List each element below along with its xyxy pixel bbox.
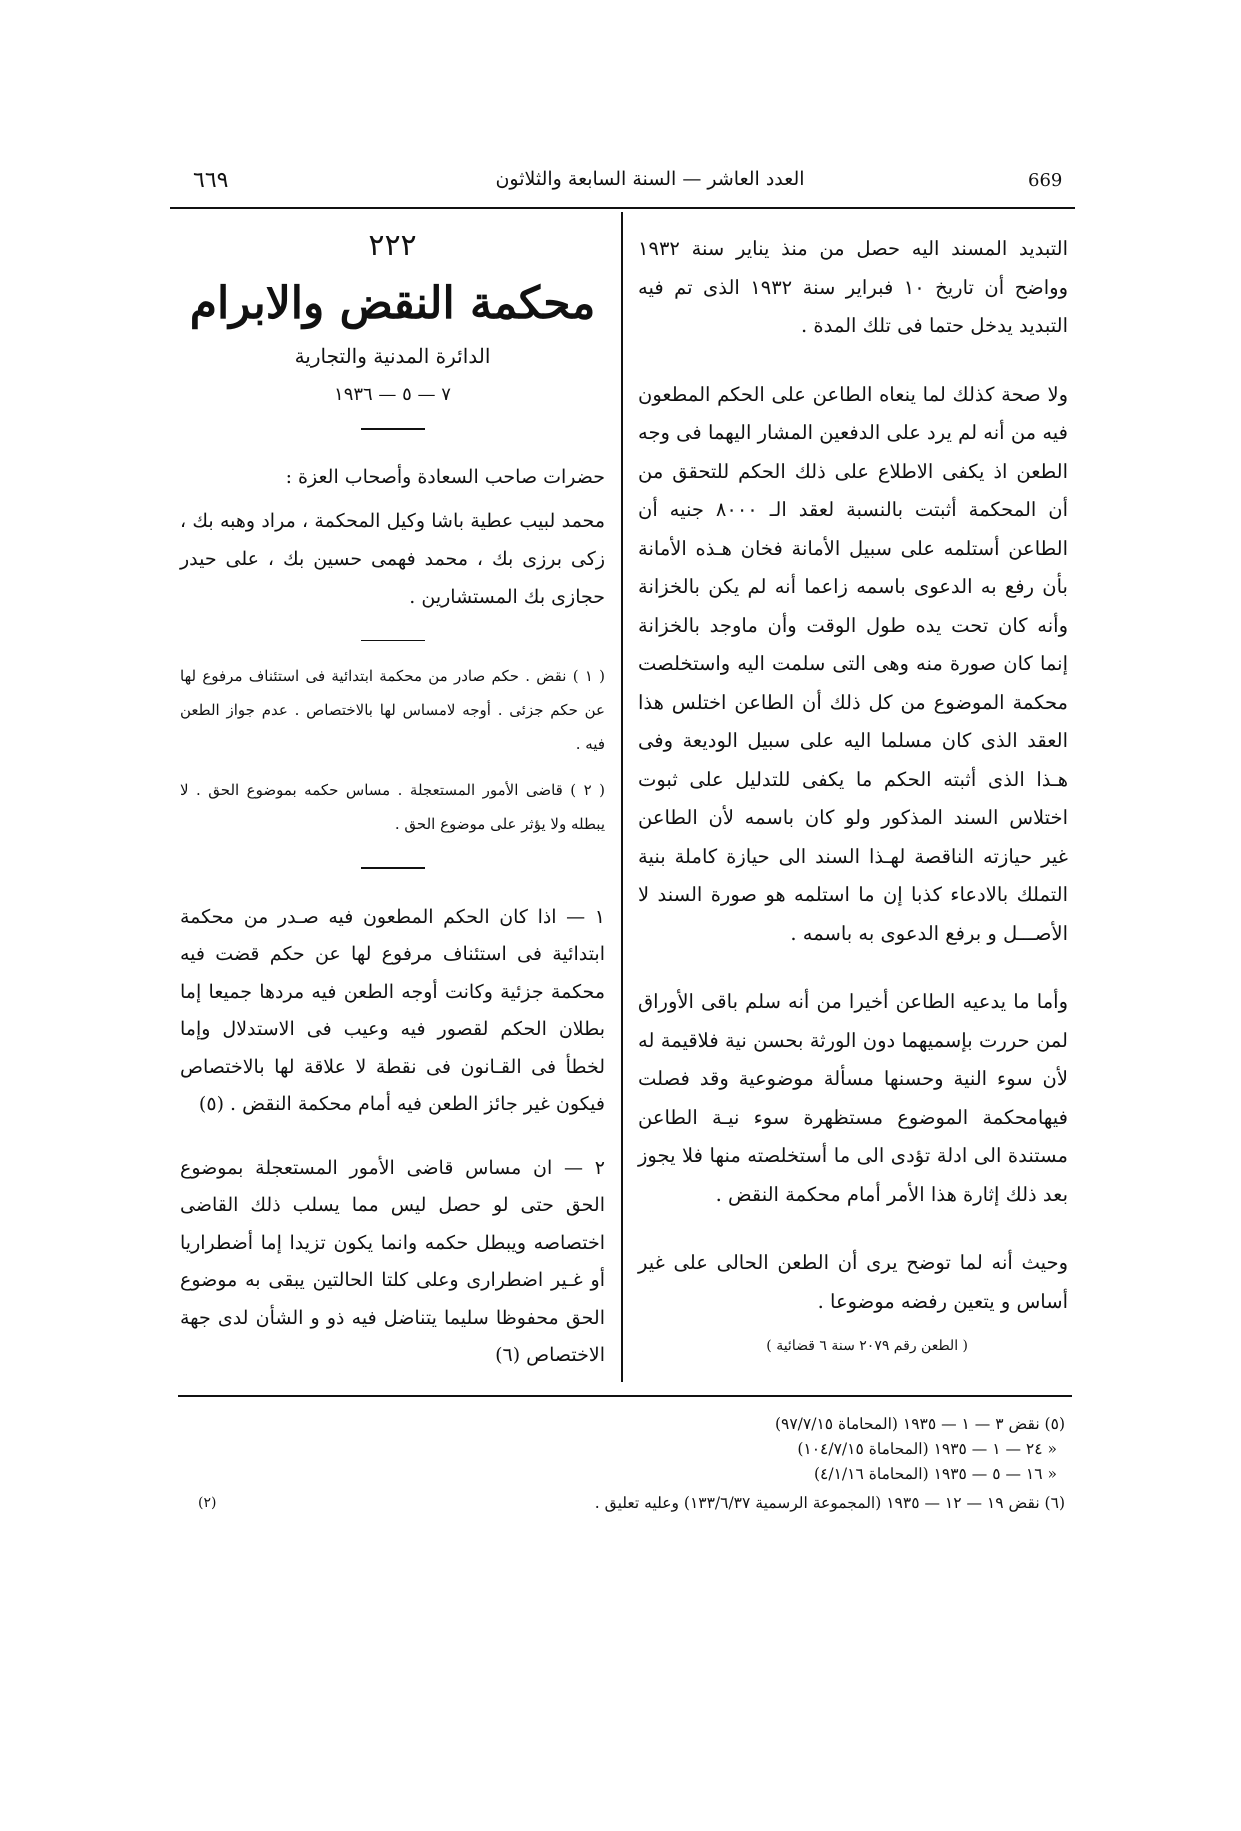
footnote: « ٢٤ — ١ — ١٩٣٥ (المحاماة ١٠٤/٧/١٥)	[797, 1440, 1057, 1458]
headnote: ( ١ ) نقض . حكم صادر من محكمة ابتدائية فى استئناف مرفوع لها عن حكم جزئى . أوجه لامساس لها بالاختصاص . عدم جواز الطعن فيه .	[180, 667, 605, 753]
paragraph: ولا صحة كذلك لما ينعاه الطاعن على الحكم المطعون فيه من أنه لم يرد على الدفعين المشار اليهما فى وجه الطعن اذ يكفى الاطلاع على ذلك الحكم للتحقق من أن المحكمة أثبتت بالنسبة لعقد الـ ٨٠٠٠ جنيه أن الطاعن أستلمه على سبيل الأمانة فخان هـذه الأمانة بأن رفع به الدعوى باسمه زاعما أنه لم يكن بالخزانة وأنه كان تحت يده طول الوقت وأن ماوجد بالخزانة إنما كان صورة منه وهى التى سلمت اليه واستخلصت محكمة الموضوع من كل ذلك أن الطاعن اختلس هذا العقد الذى كان مسلما اليه على سبيل الوديعة وفى هـذا الذى أثبته الحكم ما يكفى للتدليل على ثبوت اختلاس السند المذكور ولو كان باسمه لأن الطاعن غير حيازته الناقصة لهـذا السند الى حيازة كاملة بنية التملك بالادعاء كذبا إن ما استلمه هو صورة السند لا الأصـــل و برفع الدعوى به باسمه .	[638, 382, 1068, 945]
column-divider	[621, 212, 623, 1382]
court-name: محكمة النقض والابرام	[189, 278, 596, 329]
footnote: « ١٦ — ٥ — ١٩٣٥ (المحاماة ٤/١/١٦)	[813, 1465, 1057, 1483]
holding: ١ — اذا كان الحكم المطعون فيه صـدر من محكمة ابتدائية فى استئناف مرفوع لها عن حكم قضت فيه محكمة جزئية وكانت أوجه الطعن فيه مردها جميعا إما بطلان الحكم لقصور فيه وعيب فى الاستدلال وإما لخطأ فى القـانون فى نقطة لا علاقة لها بالاختصاص فيكون غير جائز الطعن فيه أمام محكمة النقض . (٥)	[180, 905, 605, 1115]
panel-intro: حضرات صاحب السعادة وأصحاب العزة :	[285, 465, 605, 488]
chamber: الدائرة المدنية والتجارية	[294, 344, 491, 368]
footnote: (٥) نقض ٣ — ١ — ١٩٣٥ (المحاماة ٩٧/٧/١٥)	[774, 1415, 1065, 1433]
footnote-rule	[178, 1395, 1072, 1397]
divider	[361, 428, 425, 430]
page-number-arabic: ٦٦٩	[193, 168, 229, 193]
case-date: ٧ — ٥ — ١٩٣٦	[334, 384, 451, 405]
footnote: (٦) نقض ١٩ — ١٢ — ١٩٣٥ (المجموعة الرسمية ١٣٣/٦/٣٧) وعليه تعليق .	[594, 1494, 1065, 1512]
divider	[361, 640, 425, 642]
right-column	[638, 230, 1068, 1359]
signature-mark: (٢)	[198, 1495, 217, 1511]
holdings	[180, 899, 605, 1375]
footnotes	[520, 1412, 1065, 1487]
panel	[180, 458, 605, 616]
paragraph: وحيث أنه لما توضح يرى أن الطعن الحالى على غير أساس و يتعين رفضه موضوعا .	[638, 1251, 1068, 1313]
panel-members: محمد لبيب عطية باشا وكيل المحكمة ، مراد وهبه بك ، زكى برزى بك ، محمد فهمى حسين بك ، على حيدر حجازى بك المستشارين .	[180, 509, 605, 608]
divider	[361, 867, 425, 869]
paragraph: وأما ما يدعيه الطاعن أخيرا من أنه سلم باقى الأوراق لمن حررت بإسميهما دون الورثة بحسن نية فلاقيمة له لأن سوء النية وحسنها مسألة موضوعية وقد فصلت فيهامحكمة الموضوع مستظهرة سوء نيـة الطاعن مستندة الى ادلة تؤدى الى ما أستخلصته منها فلا يجوز بعد ذلك إثارة هذا الأمر أمام محكمة النقض .	[638, 990, 1068, 1206]
page-number-latin: 669	[1028, 170, 1063, 191]
appeal-reference: ( الطعن رقم ٢٠٧٩ سنة ٦ قضائية )	[766, 1338, 968, 1354]
case-number: ٢٢٢	[368, 228, 417, 263]
header-rule	[170, 207, 1075, 209]
running-title: العدد العاشر — السنة السابعة والثلاثون	[495, 168, 805, 190]
left-column	[180, 228, 605, 1375]
holding: ٢ — ان مساس قاضى الأمور المستعجلة بموضوع الحق حتى لو حصل ليس مما يسلب ذلك القاضى اختصاصه ويبطل حكمه وانما يكون تزيدا إما أضطراريا أو غـير اضطرارى وعلى كلتا الحالتين يبقى به موضوع الحق محفوظا سليما يتناضل فيه ذو و الشأن لدى جهة الاختصاص (٦)	[180, 1156, 605, 1366]
paragraph: التبديد المسند اليه حصل من منذ يناير سنة ١٩٣٢ وواضح أن تاريخ ١٠ فبراير سنة ١٩٣٢ الذى تم فيه التبديد يدخل حتما فى تلك المدة .	[638, 237, 1068, 337]
headnotes	[180, 659, 605, 841]
headnote: ( ٢ ) قاضى الأمور المستعجلة . مساس حكمه بموضوع الحق . لا يبطله ولا يؤثر على موضوع الحق .	[180, 781, 605, 833]
